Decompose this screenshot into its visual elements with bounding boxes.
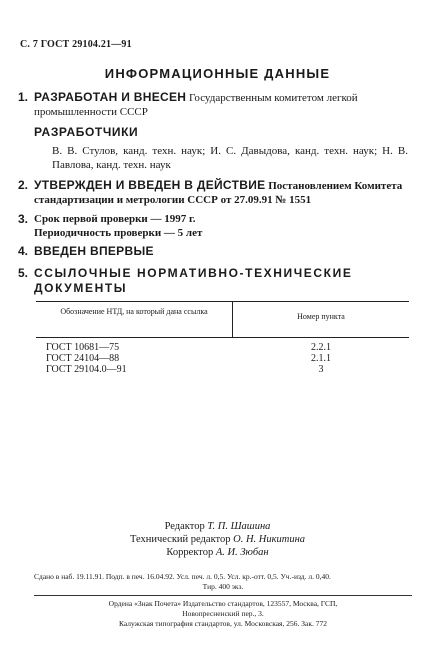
section-1 — [18, 90, 408, 119]
section-3-number: 3. — [18, 212, 29, 226]
publisher-line-1: Ордена «Знак Почета» Издательство стандартов, 123557, Москва, ГСП, — [108, 599, 338, 608]
imprint-rule — [34, 595, 412, 596]
section-2-text: Постановлением Комитета стандартизации и метрологии СССР от 27.09.91 № 1551 — [34, 180, 403, 206]
table-column-divider — [232, 301, 233, 337]
section-3-line-1: Срок первой проверки — 1997 г. — [34, 213, 196, 225]
section-4-number: 4. — [18, 244, 29, 258]
proofreader-name: А. И. Зюбан — [215, 547, 269, 558]
section-1-heading: РАЗРАБОТАН И ВНЕСЕН — [34, 90, 187, 104]
page-header: С. 7 ГОСТ 29104.21—91 — [20, 39, 132, 50]
section-5 — [18, 266, 408, 296]
publisher-info — [34, 599, 412, 629]
section-5-number: 5. — [18, 266, 29, 280]
table-header-document: Обозначение НТД, на который дана ссылка — [60, 307, 208, 316]
table-row-3-doc: ГОСТ 29104.0—91 — [46, 364, 127, 375]
developers-heading: РАЗРАБОТЧИКИ — [34, 125, 139, 139]
proofreader-label: Корректор — [166, 547, 214, 558]
page-title: ИНФОРМАЦИОННЫЕ ДАННЫЕ — [104, 66, 331, 81]
tech-editor-name: О. Н. Никитина — [233, 534, 306, 545]
table-row-1-doc: ГОСТ 10681—75 — [46, 342, 120, 353]
section-1-text: Государственным комитетом легкой промышленности СССР — [34, 92, 358, 118]
imprint — [34, 572, 412, 592]
imprint-line-1: Сдано в наб. 19.11.91. Подп. в печ. 16.04.92. Усл. печ. л. 0,5. Усл. кр.-отт. 0,5. Уч.-изд. л. 0,40. — [34, 572, 331, 581]
table-header-rule — [36, 337, 409, 338]
section-2-number: 2. — [18, 178, 29, 192]
developers-list: В. В. Стулов, канд. техн. наук; И. С. Давыдова, канд. техн. наук; Н. В. Павлова, канд. техн. наук — [52, 145, 408, 171]
tech-editor-label: Технический редактор — [129, 534, 231, 545]
section-4 — [18, 244, 408, 259]
table-row-1-item: 2.2.1 — [311, 342, 331, 353]
editor-label: Редактор — [164, 521, 205, 532]
section-5-heading: ССЫЛОЧНЫЕ НОРМАТИВНО-ТЕХНИЧЕСКИЕ ДОКУМЕНТЫ — [34, 266, 353, 295]
table-header-item: Номер пункта — [297, 312, 345, 321]
table-top-rule — [36, 301, 409, 302]
publisher-line-3: Калужская типография стандартов, ул. Московская, 256. Зак. 772 — [118, 619, 327, 628]
publisher-line-2: Новопресненский пер., 3. — [182, 609, 264, 618]
section-2 — [18, 178, 408, 207]
section-3-line-2: Периодичность проверки — 5 лет — [34, 227, 203, 239]
section-2-heading: УТВЕРЖДЕН И ВВЕДЕН В ДЕЙСТВИЕ — [34, 178, 266, 192]
table-row-2-item: 2.1.1 — [311, 353, 331, 364]
section-3 — [18, 212, 408, 240]
table-row-2-doc: ГОСТ 24104—88 — [46, 353, 120, 364]
imprint-line-2: Тир. 400 экз. — [202, 582, 244, 591]
section-4-heading: ВВЕДЕН ВПЕРВЫЕ — [34, 244, 154, 258]
credits-block — [0, 520, 435, 559]
section-1-number: 1. — [18, 90, 29, 104]
table-row-3-item: 3 — [318, 364, 324, 375]
editor-name: Т. П. Шашина — [207, 521, 271, 532]
